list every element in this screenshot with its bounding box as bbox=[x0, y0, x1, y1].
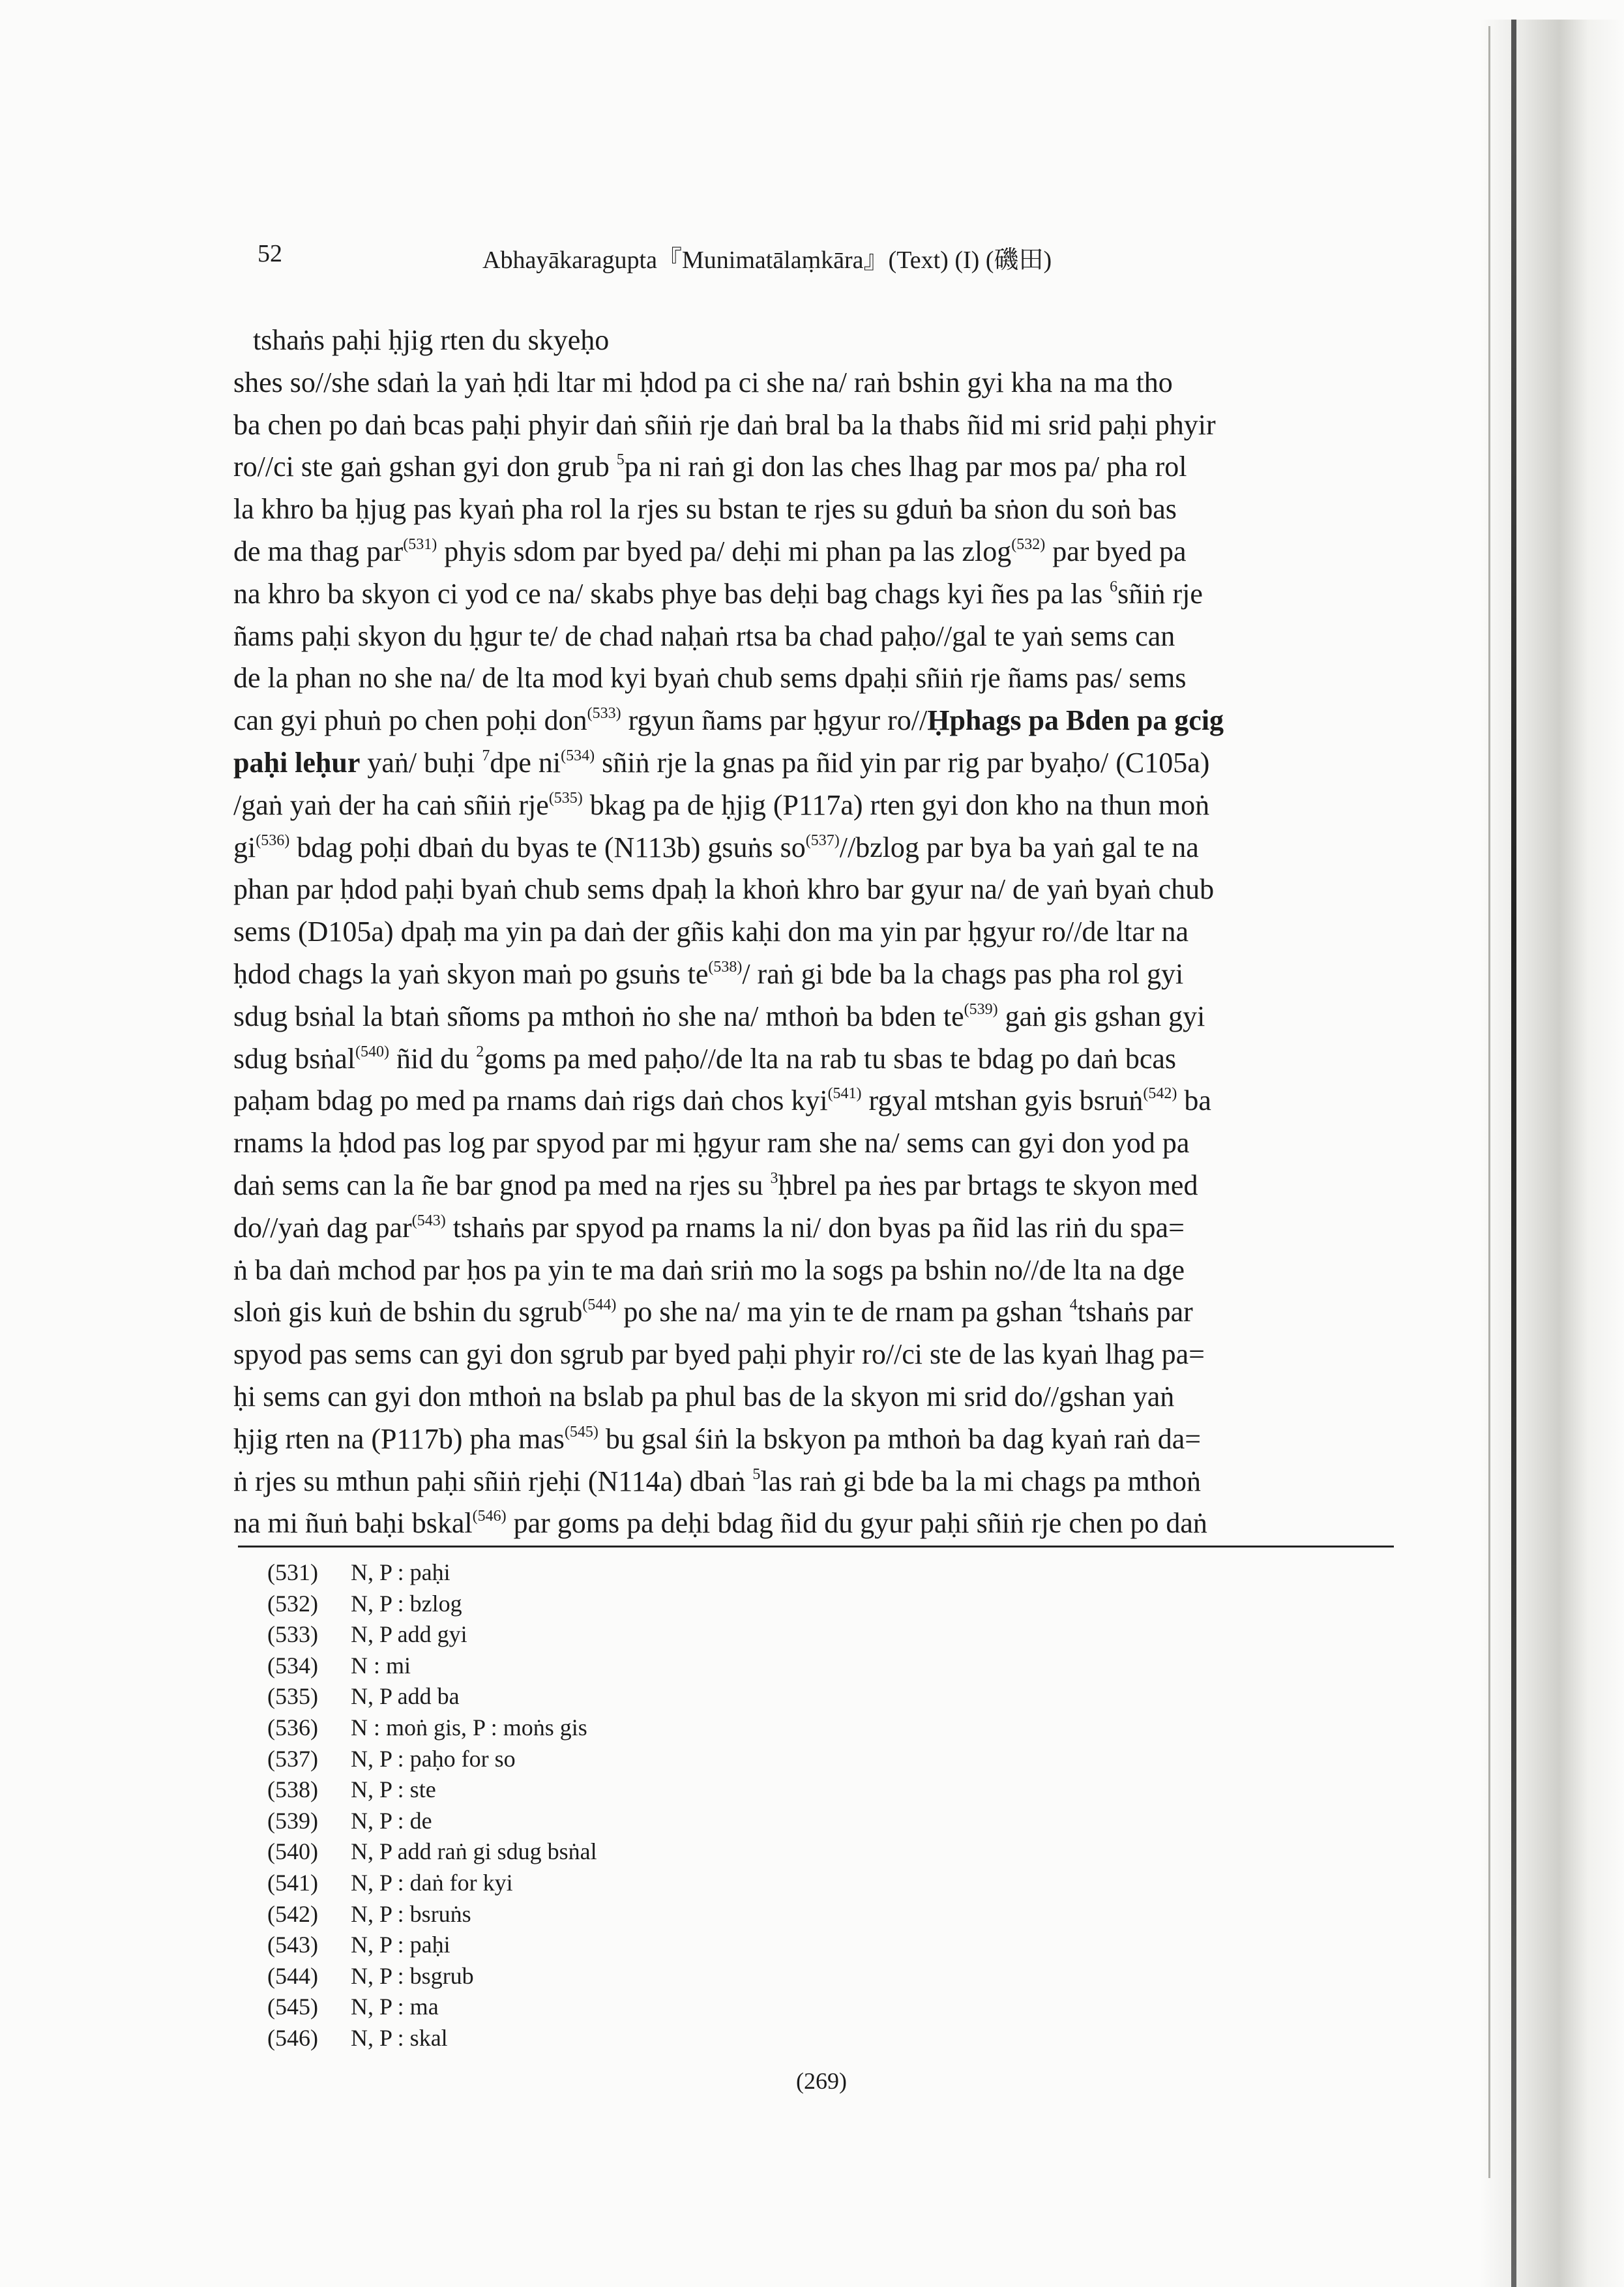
text-line: tshaṅs paḥi ḥjig rten du skyeḥo bbox=[253, 324, 610, 356]
footnote-number: (539) bbox=[267, 1807, 318, 1834]
footnote-number: (546) bbox=[267, 2024, 318, 2051]
footnote-text: N, P : paḥi bbox=[351, 1559, 450, 1585]
text-line: ṅ ba daṅ mchod par ḥos pa yin te ma daṅ sriṅ mo la sogs pa bshin no//de lta na dge bbox=[233, 1253, 1185, 1286]
text-line: paḥi leḥur yaṅ/ buḥi $^7$dpe $ni^{(534)}$ sñiṅ rje la gnas pa ñid yin par rig par byaḥo/ (C105a) bbox=[233, 746, 1210, 779]
footnote bbox=[267, 1681, 597, 1712]
text-line: na mi ñuṅ baḥi bskal$^{(546)}$ par goms pa deḥi bdag ñid du gyur paḥi sñiṅ rje chen po daṅ bbox=[233, 1507, 1207, 1540]
footnote-text: N, P : de bbox=[351, 1807, 432, 1834]
footnote bbox=[267, 1868, 597, 1899]
text-line: na khro ba skyon ci yod ce na/ skabs phye bas deḥi bag chags kyi ñes pa las $^6$sñiṅ rje bbox=[233, 577, 1203, 610]
footnote-number: (544) bbox=[267, 1962, 318, 1989]
text-line: $gi^{(536)}$ bdag poḥi dbaṅ du byas te (N113b) gsuṅs $so^{(537)}/$/bzlog par bya ba yaṅ gal te na bbox=[233, 831, 1199, 863]
footnote bbox=[267, 1806, 597, 1837]
main-text bbox=[233, 320, 1397, 1545]
text-line: can gyi phuṅ po chen poḥi don$^{(533)}$ rgyun ñams par ḥgyur ro//Ḥphags pa Bden pa gcig bbox=[233, 704, 1224, 737]
footnote-text: N, P : ste bbox=[351, 1776, 436, 1803]
footnote-text: N, P : bsgrub bbox=[351, 1962, 474, 1989]
footnote-number: (537) bbox=[267, 1745, 318, 1772]
footnote bbox=[267, 1744, 597, 1775]
text-line: ṅ rjes su mthun paḥi sñiṅ rjeḥi (N114a) dbaṅ $^5$las raṅ gi bde ba la mi chags pa mthoṅ bbox=[233, 1465, 1202, 1497]
footnote-rule bbox=[238, 1546, 1394, 1547]
footnote-number: (535) bbox=[267, 1683, 318, 1710]
footnote-text: N, P : ma bbox=[351, 1994, 439, 2020]
footnote-text: N : mi bbox=[351, 1652, 411, 1679]
footnote-text: N, P : paḥi bbox=[351, 1932, 450, 1958]
footnote-number: (531) bbox=[267, 1559, 318, 1585]
footnote-text: N, P : paḥo for so bbox=[351, 1745, 516, 1772]
text-line: de la phan no she na/ de lta mod kyi byaṅ chub sems dpaḥi sñiṅ rje ñams pas/ sems bbox=[233, 662, 1187, 695]
footnote-number: (533) bbox=[267, 1621, 318, 1648]
footnote-number: (534) bbox=[267, 1652, 318, 1679]
text-line: ro//ci ste gaṅ gshan gyi don grub $^5$pa ni raṅ gi don las ches lhag par mos pa/ pha rol bbox=[233, 451, 1187, 483]
page-number: 52 bbox=[258, 240, 282, 267]
footnote-text: N, P : daṅ for kyi bbox=[351, 1869, 513, 1896]
text-line: spyod pas sems can gyi don sgrub par byed paḥi phyir ro//ci ste de las kyaṅ lhag pa= bbox=[233, 1338, 1205, 1371]
text-line: shes so//she sdaṅ la yaṅ ḥdi ltar mi ḥdod pa ci she na/ raṅ bshin gyi kha na ma tho bbox=[233, 366, 1173, 398]
footnote-text: N, P add gyi bbox=[351, 1621, 467, 1648]
footnote-number: (536) bbox=[267, 1714, 318, 1741]
footnote-number: (542) bbox=[267, 1900, 318, 1927]
footnote bbox=[267, 1899, 597, 1930]
text-line: phan par ḥdod paḥi byaṅ chub sems dpaḥ la khoṅ khro bar gyur na/ de yaṅ byaṅ chub bbox=[233, 873, 1215, 906]
text-line: ba chen po daṅ bcas paḥi phyir daṅ sñiṅ rje daṅ bral ba la thabs ñid mi srid paḥi phyir bbox=[233, 408, 1216, 441]
footnote bbox=[267, 1961, 597, 1992]
text-line: paḥam bdag po med pa rnams daṅ rigs daṅ chos kyi$^{(541)}$ rgyal mtshan gyis bsruṅ$^{(542)}$ ba bbox=[233, 1084, 1211, 1117]
footnote-text: N, P add ba bbox=[351, 1683, 460, 1710]
text-line: /gaṅ yaṅ der ha caṅ sñiṅ rje$^{(535)}$ bkag pa de ḥjig (P117a) rten gyi don kho na thun moṅ bbox=[233, 788, 1210, 821]
text-line: la khro ba ḥjug pas kyaṅ pha rol la rjes su bstan te rjes su gduṅ ba sṅon du soṅ bas bbox=[233, 493, 1177, 526]
footnote-number: (540) bbox=[267, 1838, 318, 1865]
footnote bbox=[267, 1930, 597, 1961]
footnote-number: (545) bbox=[267, 1994, 318, 2020]
text-line: do//yaṅ dag par$^{(543)}$ tshaṅs par spyod pa rnams la ni/ don byas pa ñid las riṅ du spa= bbox=[233, 1211, 1185, 1244]
page-header bbox=[258, 239, 1337, 278]
footnote bbox=[267, 1992, 597, 2023]
text-line: sems (D105a) dpaḥ ma yin pa daṅ der gñis kaḥi don ma yin par ḥgyur ro//de ltar na bbox=[233, 916, 1189, 948]
text-line: daṅ sems can la ñe bar gnod pa med na rjes su $^3$ḥbrel pa ṅes par brtags te skyon med bbox=[233, 1169, 1198, 1201]
scan-edge-faint-line bbox=[1488, 26, 1490, 2178]
footnote-text: N, P add raṅ gi sdug bsṅal bbox=[351, 1838, 597, 1865]
footnote-text: N, P : bsruṅs bbox=[351, 1900, 471, 1927]
text-line: sloṅ gis kuṅ de bshin du sgrub$^{(544)}$ po she na/ ma yin te de rnam pa gshan $^4$tshaṅs par bbox=[233, 1296, 1193, 1328]
footnote bbox=[267, 1836, 597, 1868]
text-line: rnams la ḥdod pas log par spyod par mi ḥgyur ram she na/ sems can gyi don yod pa bbox=[233, 1127, 1190, 1159]
text-line: ḥjig rten na (P117b) pha mas$^{(545)}$ bu gsal śiṅ la bskyon pa mthoṅ ba dag kyaṅ raṅ da= bbox=[233, 1422, 1202, 1455]
footnote bbox=[267, 1619, 597, 1651]
text-line: de ma thag par$^{(531)}$ phyis sdom par byed pa/ deḥi mi phan pa las zlog$^{(532)}$ par byed pa bbox=[233, 535, 1187, 567]
text-line: ḥi sems can gyi don mthoṅ na bslab pa phul bas de la skyon mi srid do//gshan yaṅ bbox=[233, 1380, 1175, 1413]
page-footer-marker: (269) bbox=[796, 2068, 847, 2094]
text-line: ḥdod chags la yaṅ skyon maṅ po gsuṅs $te^{(538)}/$ raṅ gi bde ba la chags pas pha rol gyi bbox=[233, 957, 1184, 990]
footnote bbox=[267, 2023, 597, 2054]
footnote-text: N, P : bzlog bbox=[351, 1590, 462, 1617]
scan-edge-dark-line bbox=[1511, 20, 1516, 2287]
footnote-text: N, P : skal bbox=[351, 2024, 448, 2051]
text-line: ñams paḥi skyon du ḥgur te/ de chad naḥaṅ rtsa ba chad paḥo//gal te yaṅ sems can bbox=[233, 620, 1175, 652]
running-title: Abhayākaragupta『Munimatālaṃkāra』(Text) (I) (磯田) bbox=[482, 247, 1052, 274]
text-line: sdug bsṅal$^{(540)}$ ñid du $^2$goms pa med paḥo//de lta na rab tu sbas te bdag po daṅ bcas bbox=[233, 1042, 1177, 1075]
footnotes bbox=[267, 1557, 597, 2054]
footnote bbox=[267, 1589, 597, 1620]
footnote bbox=[267, 1774, 597, 1806]
footnote-number: (532) bbox=[267, 1590, 318, 1617]
footnote-number: (543) bbox=[267, 1932, 318, 1958]
footnote bbox=[267, 1712, 597, 1744]
text-line: sdug bsṅal la btaṅ sñoms pa mthoṅ ṅo she na/ mthoṅ ba bden $te^{(539)}$ gaṅ gis gshan gyi bbox=[233, 1000, 1205, 1032]
footnote-number: (538) bbox=[267, 1776, 318, 1803]
scan-edge-shadow bbox=[1480, 20, 1624, 2287]
footnote bbox=[267, 1651, 597, 1682]
footnote-text: N : moṅ gis, P : moṅs gis bbox=[351, 1714, 587, 1741]
footnote-number: (541) bbox=[267, 1869, 318, 1896]
footnote bbox=[267, 1557, 597, 1589]
